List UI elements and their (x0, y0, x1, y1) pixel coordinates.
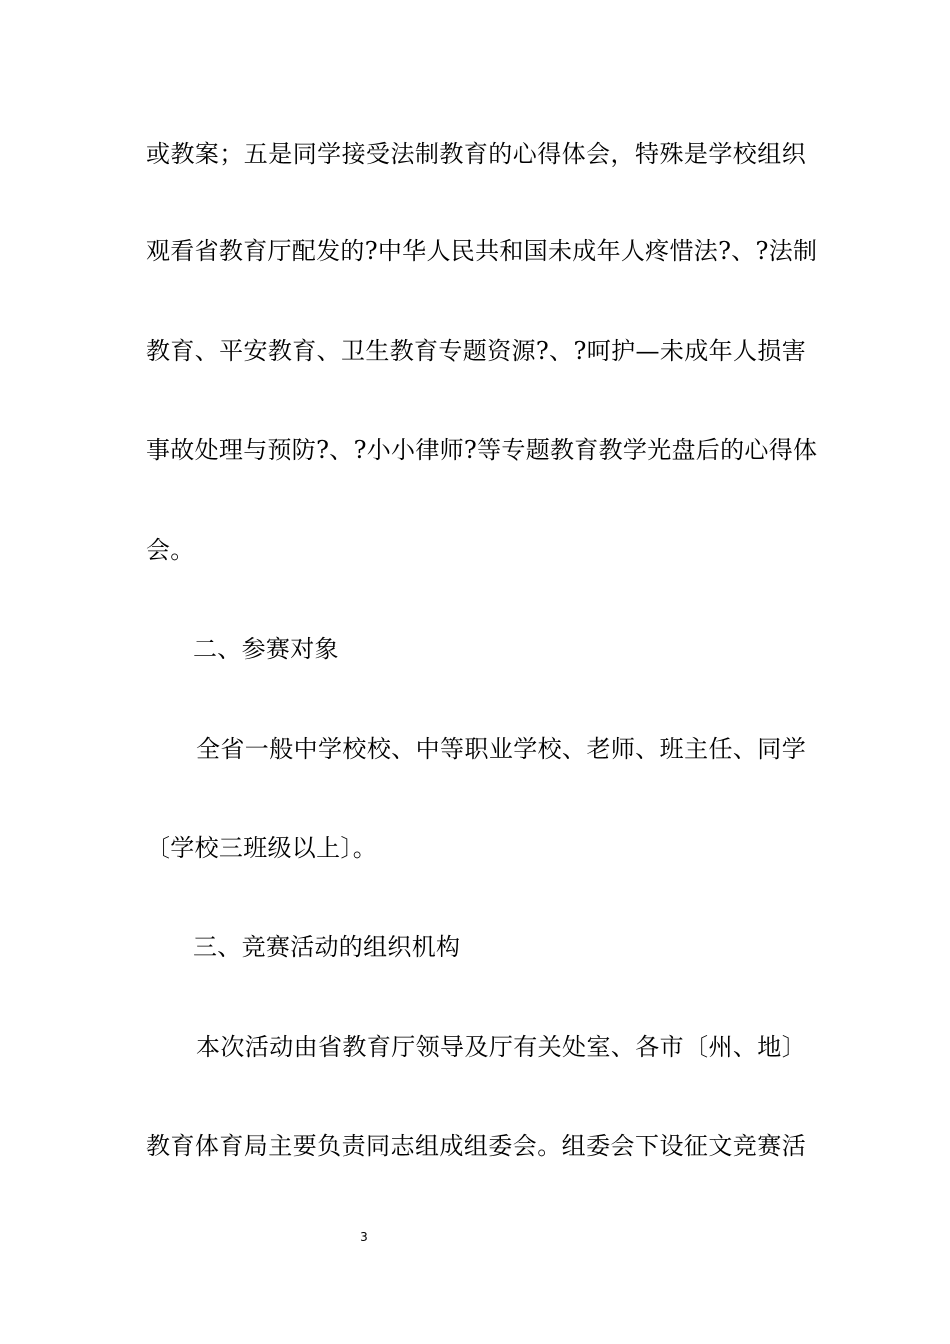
paragraph-line: 会。 (146, 536, 195, 564)
paragraph-line: 观看省教育厅配发的?中华人民共和国未成年人疼惜法?、?法制 (146, 237, 818, 265)
paragraph-line: 事故处理与预防?、?小小律师?等专题教育教学光盘后的心得体 (146, 436, 818, 464)
section-heading: 三、竞赛活动的组织机构 (193, 933, 461, 961)
paragraph-line: 教育体育局主要负责同志组成组委会。组委会下设征文竞赛活 (146, 1132, 806, 1160)
section-heading: 二、参赛对象 (193, 635, 339, 663)
paragraph-line: 全省一般中学校校、中等职业学校、老师、班主任、同学 (196, 735, 806, 763)
paragraph-line: 〔学校三班级以上〕。 (146, 834, 377, 862)
page-number: 3 (360, 1230, 368, 1244)
paragraph-line: 教育、平安教育、卫生教育专题资源?、?呵护—未成年人损害 (146, 337, 806, 365)
paragraph-line: 本次活动由省教育厅领导及厅有关处室、各市〔州、地〕 (196, 1033, 806, 1061)
paragraph-line: 或教案；五是同学接受法制教育的心得体会，特殊是学校组织 (146, 140, 806, 168)
